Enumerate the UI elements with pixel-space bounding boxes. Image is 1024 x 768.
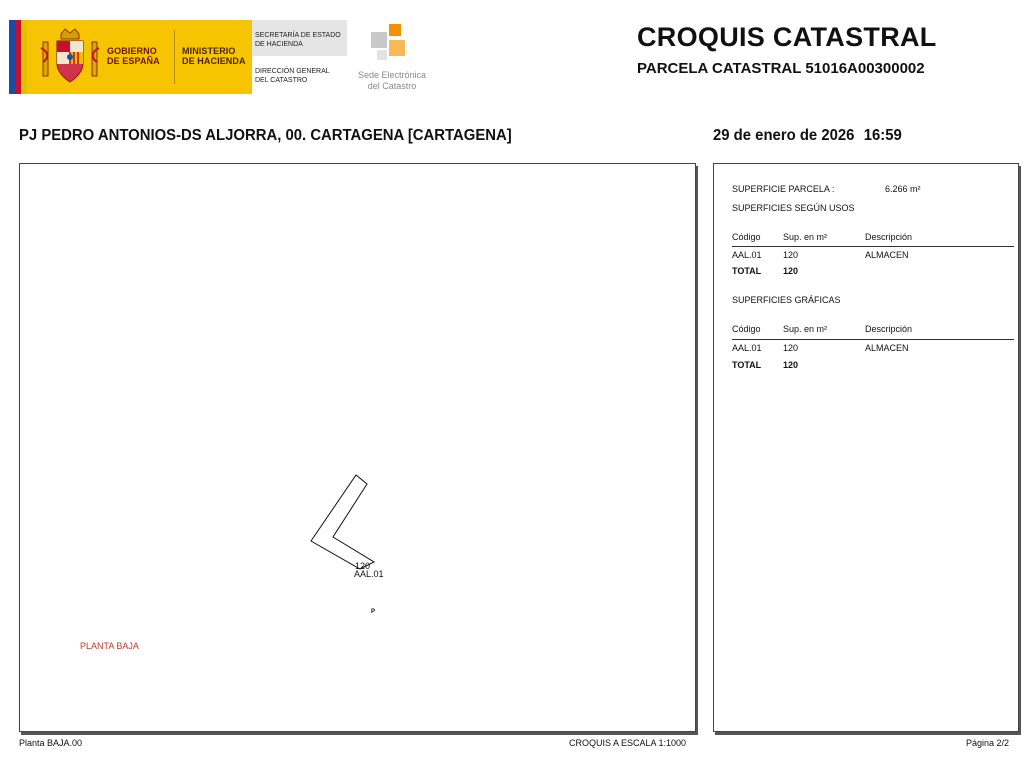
- scale-footer: CROQUIS A ESCALA 1:1000: [569, 738, 687, 748]
- uses-row-description: ALMACEN: [865, 250, 909, 260]
- ministry-label: MINISTERIO DE HACIENDA: [182, 46, 246, 66]
- uses-table-divider: [732, 246, 1014, 247]
- uses-col-code: Código: [732, 232, 761, 242]
- graphics-total-value: 120: [783, 360, 799, 370]
- brand-divider: [174, 30, 175, 84]
- issue-datetime: [713, 127, 902, 145]
- parcel-surface-label: SUPERFICIE PARCELA :: [732, 184, 835, 194]
- uses-total-label: TOTAL: [732, 266, 762, 276]
- floor-label: PLANTA BAJA: [80, 641, 139, 651]
- uses-col-surface: Sup. en m²: [783, 232, 828, 242]
- government-label: GOBIERNO DE ESPAÑA: [107, 46, 160, 66]
- uses-row-code: AAL.01: [732, 250, 762, 260]
- sede-electronica-label[interactable]: Sede Electrónica del Catastro: [357, 70, 427, 91]
- direction-label: DIRECCIÓN GENERAL DEL CATASTRO: [255, 68, 330, 84]
- uses-row-surface: 120: [783, 250, 799, 260]
- government-brand-block: [27, 20, 252, 94]
- graphics-row-code: AAL.01: [732, 343, 762, 353]
- floor-footer: Planta BAJA.00: [19, 738, 83, 748]
- page-number: Página 2/2: [966, 738, 1010, 748]
- issue-date: 29 de enero de 2026: [713, 127, 855, 144]
- graphics-col-surface: Sup. en m²: [783, 324, 828, 334]
- sketch-map-panel: [19, 163, 696, 732]
- parcel-reference: PARCELA CATASTRAL 51016A00300002: [637, 60, 925, 77]
- graphics-col-description: Descripción: [865, 324, 913, 334]
- parcel-surface-value: 6.266 m²: [885, 184, 921, 194]
- sede-electronica-icon: [371, 24, 409, 62]
- issue-time: 16:59: [863, 127, 902, 144]
- graphics-col-code: Código: [732, 324, 761, 334]
- unit-code-label: AAL.01: [354, 569, 384, 579]
- surface-info-panel: [713, 163, 1019, 732]
- uses-total-value: 120: [783, 266, 799, 276]
- uses-section-title: SUPERFICIES SEGÚN USOS: [732, 203, 855, 213]
- graphics-row-surface: 120: [783, 343, 799, 353]
- graphics-section-title: SUPERFICIES GRÁFICAS: [732, 295, 841, 305]
- graphics-table-divider: [732, 339, 1014, 340]
- warehouse-unit-outline[interactable]: [311, 475, 374, 569]
- graphics-total-label: TOTAL: [732, 360, 762, 370]
- government-logo: [9, 20, 252, 94]
- point-marker-label: P: [371, 609, 376, 615]
- document-title: CROQUIS CATASTRAL: [637, 22, 937, 52]
- coat-of-arms-icon: [39, 28, 101, 86]
- secretariat-label: SECRETARÍA DE ESTADO DE HACIENDA: [255, 32, 341, 48]
- parcel-address: PJ PEDRO ANTONIOS-DS ALJORRA, 00. CARTAGENA [CARTAGENA]: [19, 127, 512, 144]
- unit-surface-label: 120: [355, 561, 371, 571]
- eu-flag-strip: [9, 20, 27, 94]
- graphics-row-description: ALMACEN: [865, 343, 909, 353]
- uses-col-description: Descripción: [865, 232, 913, 242]
